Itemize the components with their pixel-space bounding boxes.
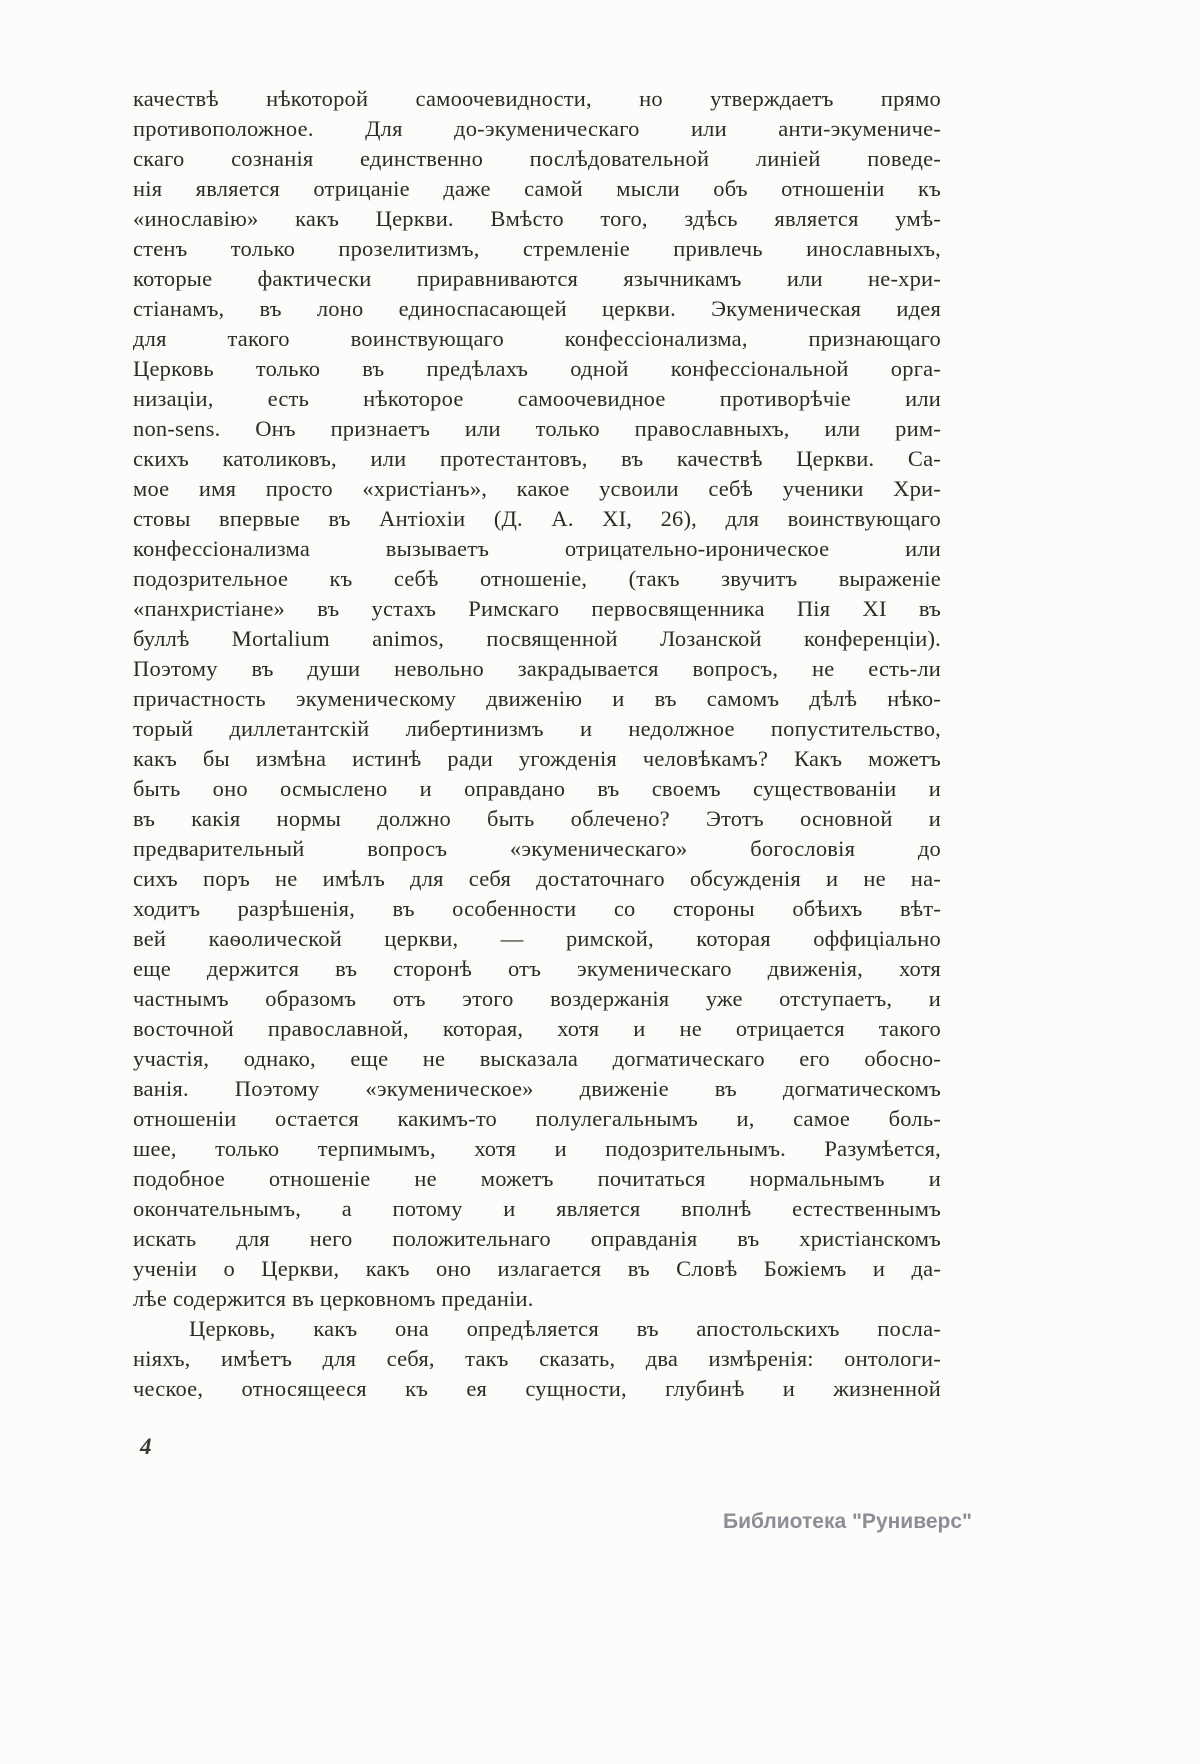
text-line: которые фактически приравниваются язычникамъ или не-хри- (133, 266, 941, 291)
body-text (133, 84, 941, 1404)
text-line: участія, однако, еще не высказала догматическаго его обосно- (133, 1046, 941, 1071)
text-line: стовы впервые въ Антіохіи (Д. А. XI, 26), для воинствующаго (133, 506, 941, 531)
text-line: Поэтому въ души невольно закрадывается вопросъ, не есть-ли (133, 656, 941, 681)
text-line: низаціи, есть нѣкоторое самоочевидное противорѣчіе или (133, 386, 941, 411)
text-line: ванія. Поэтому «экуменическое» движеніе въ догматическомъ (133, 1076, 941, 1101)
text-line: искать для него положительнаго оправданія въ христіанскомъ (133, 1226, 941, 1251)
text-line: ученіи о Церкви, какъ оно излагается въ Словѣ Божіемъ и да- (133, 1256, 941, 1281)
text-line: восточной православной, которая, хотя и не отрицается такого (133, 1016, 941, 1041)
text-line: нія является отрицаніе даже самой мысли объ отношеніи къ (133, 176, 941, 201)
text-line: стіанамъ, въ лоно единоспасающей церкви. Экуменическая идея (133, 296, 941, 321)
text-line: противоположное. Для до-экуменическаго или анти-экумениче- (133, 116, 941, 141)
text-line: еще держится въ сторонѣ отъ экуменическаго движенія, хотя (133, 956, 941, 981)
text-line: «панхристіане» въ устахъ Римскаго первосвященника Пія XI въ (133, 596, 941, 621)
text-line: подозрительное къ себѣ отношеніе, (такъ звучитъ выраженіе (133, 566, 941, 591)
text-line: вей каѳолической церкви, — римской, которая оффиціально (133, 926, 941, 951)
text-line: ніяхъ, имѣетъ для себя, такъ сказать, два измѣренія: онтологи- (133, 1346, 941, 1371)
text-line: для такого воинствующаго конфессіонализма, признающаго (133, 326, 941, 351)
text-line: какъ бы измѣна истинѣ ради угожденія человѣкамъ? Какъ можетъ (133, 746, 941, 771)
text-line: non-sens. Онъ признаетъ или только православныхъ, или рим- (133, 416, 941, 441)
page-number: 4 (140, 1434, 152, 1459)
text-line: въ какія нормы должно быть облечено? Этотъ основной и (133, 806, 941, 831)
text-line: скихъ католиковъ, или протестантовъ, въ качествѣ Церкви. Са- (133, 446, 941, 471)
watermark: Библиотека "Руниверс" (722, 1510, 972, 1533)
text-line: окончательнымъ, а потому и является вполнѣ естественнымъ (133, 1196, 941, 1221)
text-line: сихъ поръ не имѣлъ для себя достаточнаго обсужденія и не на- (133, 866, 941, 891)
text-line: предварительный вопросъ «экуменическаго» богословія до (133, 836, 941, 861)
text-line: «инославію» какъ Церкви. Вмѣсто того, здѣсь является умѣ- (133, 206, 941, 231)
text-line: скаго сознанія единственно послѣдовательной линіей поведе- (133, 146, 941, 171)
text-line: Церковь только въ предѣлахъ одной конфессіональной орга- (133, 356, 941, 381)
text-line: Церковь, какъ она опредѣляется въ апостольскихъ посла- (189, 1316, 941, 1341)
text-line: частнымъ образомъ отъ этого воздержанія уже отступаетъ, и (133, 986, 941, 1011)
text-line: ческое, относящееся къ ея сущности, глубинѣ и жизненной (133, 1376, 941, 1401)
text-line: конфессіонализма вызываетъ отрицательно-ироническое или (133, 536, 941, 561)
text-line: лѣе содержится въ церковномъ преданіи. (133, 1286, 534, 1311)
text-line: ходитъ разрѣшенія, въ особенности со стороны обѣихъ вѣт- (133, 896, 941, 921)
text-line: стенъ только прозелитизмъ, стремленіе привлечь инославныхъ, (133, 236, 941, 261)
text-line: подобное отношеніе не можетъ почитаться нормальнымъ и (133, 1166, 941, 1191)
text-line: отношеніи остается какимъ-то полулегальнымъ и, самое боль- (133, 1106, 941, 1131)
text-line: буллѣ Mortalium animos, посвященной Лозанской конференціи). (133, 626, 941, 651)
text-line: быть оно осмыслено и оправдано въ своемъ существованіи и (133, 776, 941, 801)
text-line: шее, только терпимымъ, хотя и подозрительнымъ. Разумѣется, (133, 1136, 941, 1161)
text-line: торый диллетантскій либертинизмъ и недолжное попустительство, (133, 716, 941, 741)
text-line: причастность экуменическому движенію и въ самомъ дѣлѣ нѣко- (133, 686, 941, 711)
text-line: мое имя просто «христіанъ», какое усвоили себѣ ученики Хри- (133, 476, 941, 501)
text-line: качествѣ нѣкоторой самоочевидности, но утверждаетъ прямо (133, 86, 941, 111)
